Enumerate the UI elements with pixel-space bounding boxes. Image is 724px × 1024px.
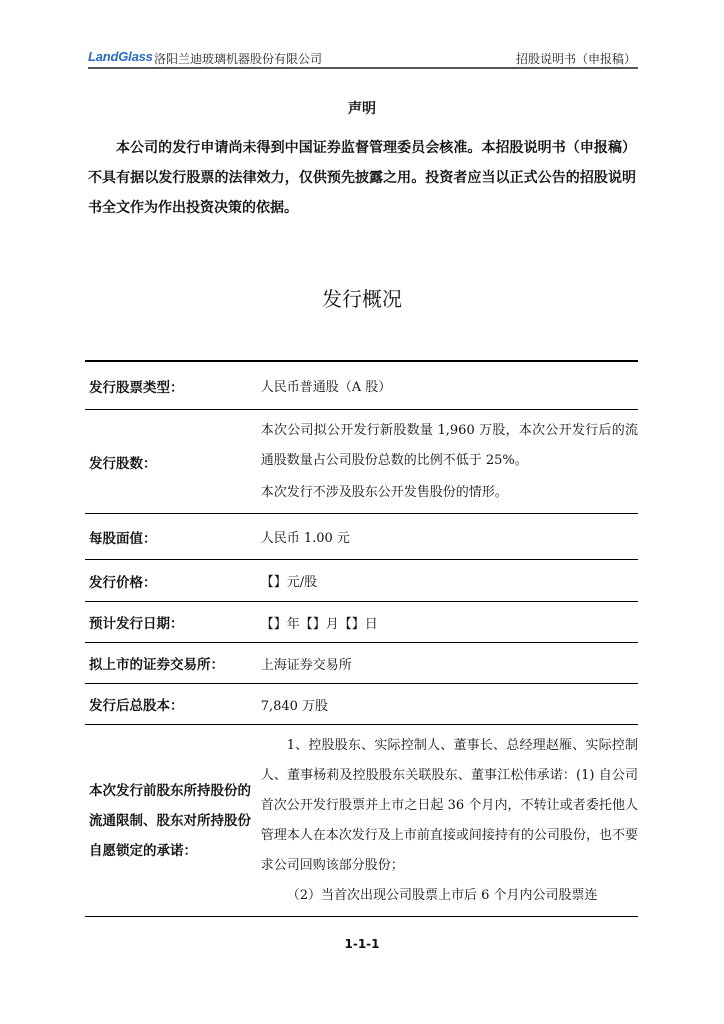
company-logo: LandGlass <box>88 49 153 64</box>
row-value-text: 7,840 万股 <box>260 698 329 714</box>
company-name: 洛阳兰迪玻璃机器股份有限公司 <box>154 52 323 66</box>
row-value <box>257 602 638 642</box>
row-label: 每股面值： <box>89 530 157 547</box>
row-value <box>257 514 638 559</box>
table-row <box>85 513 638 559</box>
table-row <box>85 683 638 724</box>
overview-title: 发行概况 <box>322 287 402 311</box>
table-row <box>85 642 638 683</box>
row-label: 发行价格： <box>89 574 157 591</box>
overview-table <box>85 360 638 917</box>
row-label: 本次发行前股东所持股份的流通限制、股东对所持股份自愿锁定的承诺： <box>89 782 251 859</box>
row-value-text: 上海证券交易所 <box>260 657 352 673</box>
row-value-text: 【】元/股 <box>260 575 318 590</box>
page-header <box>88 46 638 66</box>
table-row <box>85 360 638 409</box>
table-row <box>85 724 638 917</box>
row-value-text: （2）当首次出现公司股票上市后 6 个月内公司股票连 <box>286 887 598 903</box>
row-value-text: 人民币普通股（A 股） <box>260 380 392 395</box>
row-value-text: 1、控股股东、实际控制人、董事长、总经理赵雁、实际控制人、董事杨莉及控股股东关联股东、董事江松伟承诺：(1) 自公司首次公开发行股票并上市之日起 36 个月内，不转让或者委托他人管理本人在本次发行及上市前直接或间接持有的公司股份，也不要求公司回购该部分股份； <box>260 737 638 873</box>
row-value <box>257 410 638 513</box>
row-label: 拟上市的证券交易所： <box>89 657 224 673</box>
row-label: 发行股数： <box>89 455 157 472</box>
row-value-text: 本次发行不涉及股东公开发售股份的情形。 <box>260 484 508 500</box>
row-value <box>257 684 638 724</box>
document-type: 招股说明书（申报稿） <box>515 52 636 66</box>
header-divider <box>88 67 638 69</box>
row-label: 预计发行日期： <box>89 616 184 632</box>
table-row <box>85 601 638 642</box>
page-number: 1-1-1 <box>344 937 380 951</box>
row-value <box>257 725 638 916</box>
declaration-body: 本公司的发行申请尚未得到中国证券监督管理委员会核准。本招股说明书（申报稿）不具有据以发行股票的法律效力，仅供预先披露之用。投资者应当以正式公告的招股说明书全文作为作出投资决策的依据。 <box>88 140 636 216</box>
row-label: 发行股票类型： <box>89 379 184 396</box>
row-value-text: 【】年【】月【】日 <box>260 616 378 632</box>
declaration-title: 声明 <box>348 101 376 117</box>
row-value-text: 本次公司拟公开发行新股数量 1,960 万股，本次公开发行后的流通股数量占公司股份总数的比例不低于 25%。 <box>260 422 638 468</box>
row-value <box>257 362 638 409</box>
row-value <box>257 643 638 683</box>
row-value-text: 人民币 1.00 元 <box>260 531 350 546</box>
row-label: 发行后总股本： <box>89 698 184 714</box>
table-row <box>85 559 638 601</box>
row-value <box>257 560 638 601</box>
table-row <box>85 409 638 513</box>
